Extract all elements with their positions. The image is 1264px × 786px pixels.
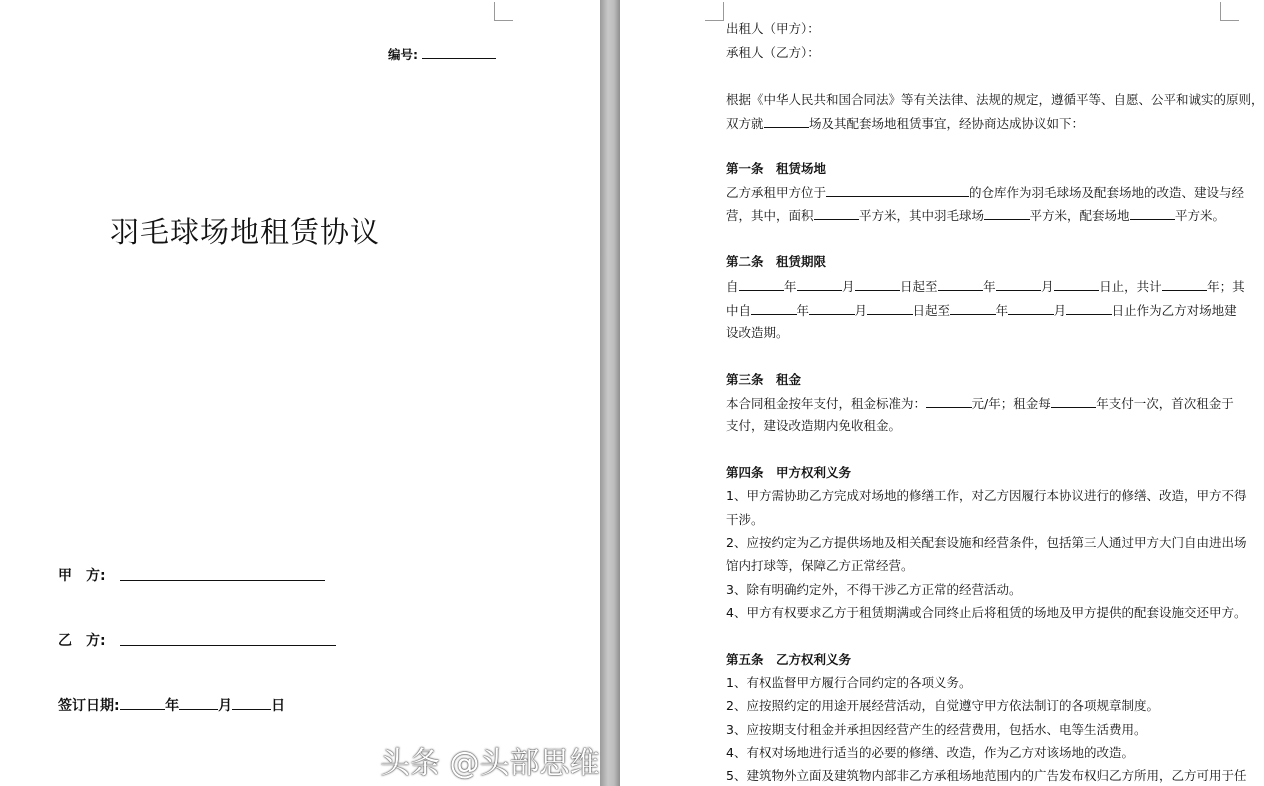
contract-line bbox=[726, 395, 1234, 412]
text-run: 第二条 租赁期限 bbox=[726, 254, 827, 269]
contract-line bbox=[726, 558, 914, 574]
fill-in-blank[interactable] bbox=[950, 302, 996, 315]
contract-line bbox=[726, 535, 1246, 551]
text-run: 第四条 甲方权利义务 bbox=[726, 465, 852, 480]
party-b-blank[interactable] bbox=[120, 645, 336, 646]
text-run: 月 bbox=[854, 303, 868, 318]
contract-number-blank[interactable] bbox=[422, 58, 496, 59]
text-run: 场及其配套场地租赁事宜，经协商达成协议如下： bbox=[809, 116, 1085, 131]
margin-corner-mark bbox=[494, 2, 513, 21]
party-a-blank[interactable] bbox=[120, 580, 325, 581]
text-run: 日止作为乙方对场地建 bbox=[1111, 303, 1237, 318]
text-run: 月 bbox=[1041, 279, 1054, 294]
text-run: 年 bbox=[983, 279, 996, 294]
contract-line bbox=[726, 488, 1246, 504]
section-heading bbox=[726, 161, 826, 177]
text-run: 年；其 bbox=[1207, 279, 1245, 294]
fill-in-blank[interactable] bbox=[867, 302, 913, 315]
fill-in-blank[interactable] bbox=[232, 697, 271, 710]
page-gutter bbox=[600, 0, 620, 786]
fill-in-blank[interactable] bbox=[926, 395, 972, 408]
text-run: 自 bbox=[726, 279, 739, 294]
contract-line bbox=[726, 582, 1021, 598]
fill-in-blank[interactable] bbox=[1162, 278, 1208, 291]
party-a-label: 甲 方: bbox=[58, 568, 106, 584]
fill-in-blank[interactable] bbox=[1051, 395, 1097, 408]
text-run: 4、有权对场地进行适当的必要的修缮、改造，作为乙方对该场地的改造。 bbox=[726, 745, 1134, 760]
contract-line bbox=[726, 605, 1246, 621]
text-run: 4、甲方有权要求乙方于租赁期满或合同终止后将租赁的场地及甲方提供的配套设施交还甲方。 bbox=[726, 605, 1247, 620]
contract-line bbox=[726, 184, 1244, 201]
fill-in-blank[interactable] bbox=[751, 302, 797, 315]
margin-corner-mark bbox=[1220, 2, 1239, 21]
text-run: 中自 bbox=[726, 303, 752, 318]
contract-line bbox=[726, 512, 764, 528]
fill-in-blank[interactable] bbox=[814, 207, 860, 220]
contract-line bbox=[726, 45, 820, 61]
text-run: 元/年；租金每 bbox=[971, 396, 1051, 411]
contract-line bbox=[726, 418, 901, 434]
sign-date bbox=[58, 695, 285, 715]
text-run: 1、有权监督甲方履行合同约定的各项义务。 bbox=[726, 675, 972, 690]
text-run: 馆内打球等，保障乙方正常经营。 bbox=[726, 558, 914, 573]
text-run: 的仓库作为羽毛球场及配套场地的改造、建设与经 bbox=[969, 185, 1245, 200]
fill-in-blank[interactable] bbox=[1066, 302, 1112, 315]
contract-line bbox=[726, 115, 1084, 132]
text-run: 月 bbox=[1053, 303, 1067, 318]
text-run: 乙方承租甲方位于 bbox=[726, 185, 827, 200]
text-run: 1、甲方需协助乙方完成对场地的修缮工作，对乙方因履行本协议进行的修缮、改造，甲方不得 bbox=[726, 488, 1247, 503]
fill-in-blank[interactable] bbox=[855, 278, 901, 291]
contract-page bbox=[620, 0, 1264, 786]
watermark: 头条 @头部思维 bbox=[380, 746, 600, 781]
text-run: 日起至 bbox=[912, 303, 951, 318]
fill-in-blank[interactable] bbox=[179, 697, 218, 710]
contract-line bbox=[726, 698, 1159, 714]
text-run: 干涉。 bbox=[726, 512, 764, 527]
text-run: 根据《中华人民共和国合同法》等有关法律、法规的规定，遵循平等、自愿、公平和诚实的原则， bbox=[726, 92, 1264, 107]
text-run: 3、应按期支付租金并承担因经营产生的经营费用，包括水、电等生活费用。 bbox=[726, 722, 1147, 737]
document-title: 羽毛球场地租赁协议 bbox=[110, 215, 381, 249]
text-run: 5、建筑物外立面及建筑物内部非乙方承租场地范围内的广告发布权归乙方所用，乙方可用于任 bbox=[726, 768, 1247, 783]
fill-in-blank[interactable] bbox=[1130, 207, 1176, 220]
text-run: 设改造期。 bbox=[726, 325, 789, 340]
contract-number-label: 编号: bbox=[388, 47, 418, 62]
contract-line bbox=[726, 675, 971, 691]
contract-line bbox=[726, 768, 1246, 784]
text-run: 年 bbox=[165, 698, 180, 714]
text-run: 出租人（甲方）： bbox=[726, 21, 820, 36]
text-run: 第三条 租金 bbox=[726, 372, 802, 387]
text-run: 月 bbox=[218, 698, 233, 714]
fill-in-blank[interactable] bbox=[739, 278, 785, 291]
margin-corner-mark bbox=[705, 2, 724, 21]
fill-in-blank[interactable] bbox=[1008, 302, 1054, 315]
text-run: 签订日期: bbox=[58, 698, 120, 714]
text-run: 营，其中，面积 bbox=[726, 208, 814, 223]
section-heading bbox=[726, 254, 826, 270]
text-run: 本合同租金按年支付，租金标准为： bbox=[726, 396, 927, 411]
text-run: 平方米，其中羽毛球场 bbox=[859, 208, 985, 223]
text-run: 第五条 乙方权利义务 bbox=[726, 652, 852, 667]
fill-in-blank[interactable] bbox=[120, 697, 166, 710]
text-run: 平方米，配套场地 bbox=[1029, 208, 1130, 223]
contract-line bbox=[726, 207, 1225, 224]
text-run: 月 bbox=[842, 279, 855, 294]
cover-page bbox=[0, 0, 600, 786]
text-run: 双方就 bbox=[726, 116, 764, 131]
contract-line bbox=[726, 722, 1146, 738]
text-run: 第一条 租赁场地 bbox=[726, 161, 827, 176]
section-heading bbox=[726, 465, 851, 481]
party-b-label: 乙 方: bbox=[58, 633, 106, 649]
text-run: 平方米。 bbox=[1175, 208, 1226, 223]
text-run: 年 bbox=[796, 303, 810, 318]
fill-in-blank[interactable] bbox=[826, 184, 969, 197]
contract-line bbox=[726, 92, 1264, 108]
contract-line bbox=[726, 302, 1237, 319]
text-run: 2、应按照约定的用途开展经营活动，自觉遵守甲方依法制订的各项规章制度。 bbox=[726, 698, 1159, 713]
text-run: 年 bbox=[784, 279, 797, 294]
fill-in-blank[interactable] bbox=[764, 115, 810, 128]
text-run: 日起至 bbox=[900, 279, 938, 294]
text-run: 年支付一次，首次租金于 bbox=[1096, 396, 1234, 411]
fill-in-blank[interactable] bbox=[1054, 278, 1100, 291]
text-run: 日 bbox=[271, 698, 286, 714]
section-heading bbox=[726, 372, 801, 388]
text-run: 承租人（乙方）： bbox=[726, 45, 820, 60]
text-run: 日止，共计 bbox=[1099, 279, 1162, 294]
fill-in-blank[interactable] bbox=[797, 278, 843, 291]
text-run: 年 bbox=[995, 303, 1009, 318]
text-run: 2、应按约定为乙方提供场地及相关配套设施和经营条件，包括第三人通过甲方大门自由进出场 bbox=[726, 535, 1247, 550]
contract-line bbox=[726, 745, 1134, 761]
fill-in-blank[interactable] bbox=[938, 278, 984, 291]
contract-line bbox=[726, 325, 789, 341]
contract-line bbox=[726, 278, 1245, 295]
contract-line bbox=[726, 21, 820, 37]
fill-in-blank[interactable] bbox=[984, 207, 1030, 220]
text-run: 3、除有明确约定外，不得干涉乙方正常的经营活动。 bbox=[726, 582, 1022, 597]
section-heading bbox=[726, 652, 851, 668]
fill-in-blank[interactable] bbox=[809, 302, 855, 315]
text-run: 支付，建设改造期内免收租金。 bbox=[726, 418, 902, 433]
fill-in-blank[interactable] bbox=[996, 278, 1042, 291]
